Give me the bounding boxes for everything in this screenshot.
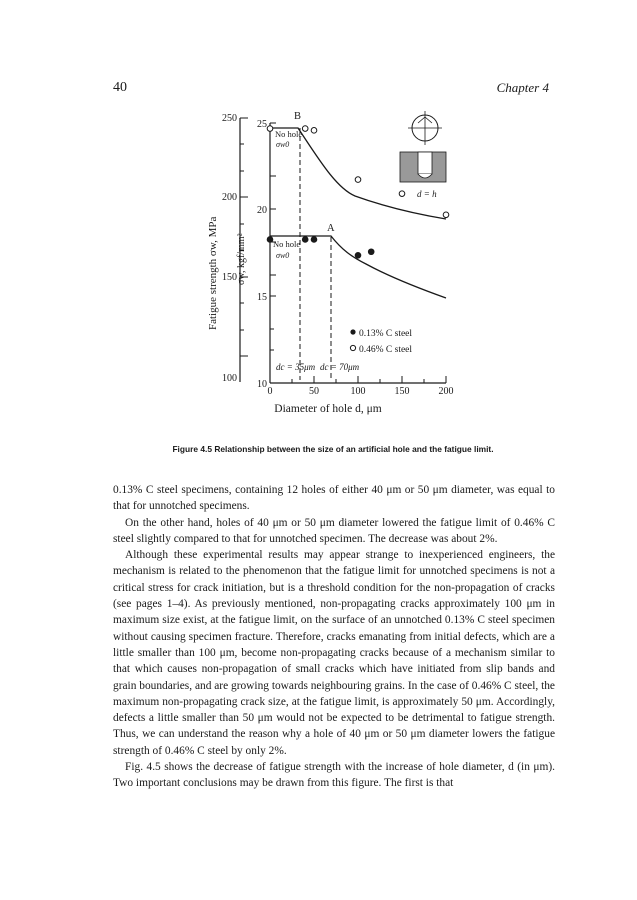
point-013-steel-3 bbox=[355, 252, 361, 258]
point-046-steel-0 bbox=[267, 126, 273, 132]
x-tick-0: 0 bbox=[267, 386, 273, 397]
paragraph: Fig. 4.5 shows the decrease of fatigue strength with the increase of hole diameter, d (in μm). Two important conclusions may be drawn from this figure. The first is that bbox=[113, 761, 555, 790]
outer-tick-100: 100 bbox=[222, 373, 237, 384]
point-013-steel-0 bbox=[267, 237, 273, 243]
inner-y-label: σw, kgf/mm² bbox=[236, 233, 247, 285]
point-046-steel-2 bbox=[311, 128, 317, 134]
label-b: B bbox=[294, 111, 302, 122]
legend-filled-marker bbox=[350, 329, 355, 334]
inner-tick-25: 25 bbox=[257, 119, 267, 130]
point-013-steel-1 bbox=[302, 237, 308, 243]
x-tick-200: 200 bbox=[438, 386, 454, 397]
legend-046: 0.46% C steel bbox=[359, 345, 413, 355]
label-sigma-bottom: σw0 bbox=[276, 251, 290, 260]
chapter-header: Chapter 4 bbox=[496, 80, 549, 95]
inner-tick-15: 15 bbox=[257, 292, 267, 303]
label-sigma-top: σw0 bbox=[276, 140, 290, 149]
x-tick-150: 150 bbox=[394, 386, 410, 397]
figure-caption: Figure 4.5 Relationship between the size of an artificial hole and the fatigue limit. bbox=[172, 444, 494, 454]
label-no-hole-bottom: No hole bbox=[273, 239, 301, 249]
outer-tick-250: 250 bbox=[222, 113, 237, 124]
paragraph: 0.13% C steel specimens, containing 12 holes of either 40 μm or 50 μm diameter, was equal to that for unnotched specimens. bbox=[113, 484, 555, 513]
outer-y-label: Fatigue strength σw, MPa bbox=[207, 216, 219, 330]
x-axis-label: Diameter of hole d, μm bbox=[274, 403, 382, 415]
outer-tick-200: 200 bbox=[222, 192, 237, 203]
label-no-hole-top: No hole bbox=[275, 129, 303, 139]
point-046-steel-1 bbox=[302, 126, 308, 132]
label-a: A bbox=[327, 223, 335, 234]
label-dc-70: dc = 70μm bbox=[320, 362, 360, 372]
point-013-steel-2 bbox=[311, 237, 317, 243]
point-013-steel-4 bbox=[368, 249, 374, 255]
figure-4-5 bbox=[0, 0, 637, 440]
point-046-steel-5 bbox=[443, 212, 449, 218]
inset-hole-diagram bbox=[400, 111, 446, 199]
inset-label: d = h bbox=[417, 189, 437, 199]
inner-tick-20: 20 bbox=[257, 205, 267, 216]
legend-013: 0.13% C steel bbox=[359, 329, 413, 339]
x-tick-100: 100 bbox=[350, 386, 366, 397]
paragraph: On the other hand, holes of 40 μm or 50 μm diameter lowered the fatigue limit of 0.46% C steel slightly compared to that for unnotched specimen. The decrease was about 2%. bbox=[113, 516, 555, 545]
point-046-steel-3 bbox=[355, 177, 361, 183]
label-dc-35: dc = 35μm bbox=[276, 362, 316, 372]
x-tick-50: 50 bbox=[309, 386, 319, 397]
page-number: 40 bbox=[113, 80, 127, 95]
legend-open-marker bbox=[350, 345, 355, 350]
point-046-steel-4 bbox=[399, 191, 405, 197]
outer-tick-150: 150 bbox=[222, 272, 237, 283]
paragraph: Although these experimental results may appear strange to inexperienced engineers, the mechanism is related to the phenomenon that the fatigue limit for unnotched specimens is not a critical stress for crack initiation, but is a threshold condition for the non-propagation of cracks (see pages 1–4). As previously mentioned, non-propagating cracks approximately 100 μm in maximum size exist, at the fatigue limit, on the surface of an unnotched 0.13% C steel specimen without causing specimen fracture. Therefore, cracks emanating from initial defects, which are a little smaller than 100 μm, become non-propagating cracks because of a mechanism similar to that which causes non-propagation of small cracks which have initiated from slip bands and grain boundaries, and are growing towards neighbouring grains. In the case of 0.46% C steel, the maximum non-propagating crack size, at the fatigue limit, is approximately 50 μm. Accordingly, defects a little smaller than 50 μm would not be expected to be detrimental to fatigue strength. Thus, we can understand the reason why a hole of 40 μm or 50 μm diameter lowers the fatigue strength of 0.46% C steel by only 2%. bbox=[113, 549, 555, 757]
body-text bbox=[113, 482, 555, 792]
inner-tick-10: 10 bbox=[257, 379, 267, 390]
